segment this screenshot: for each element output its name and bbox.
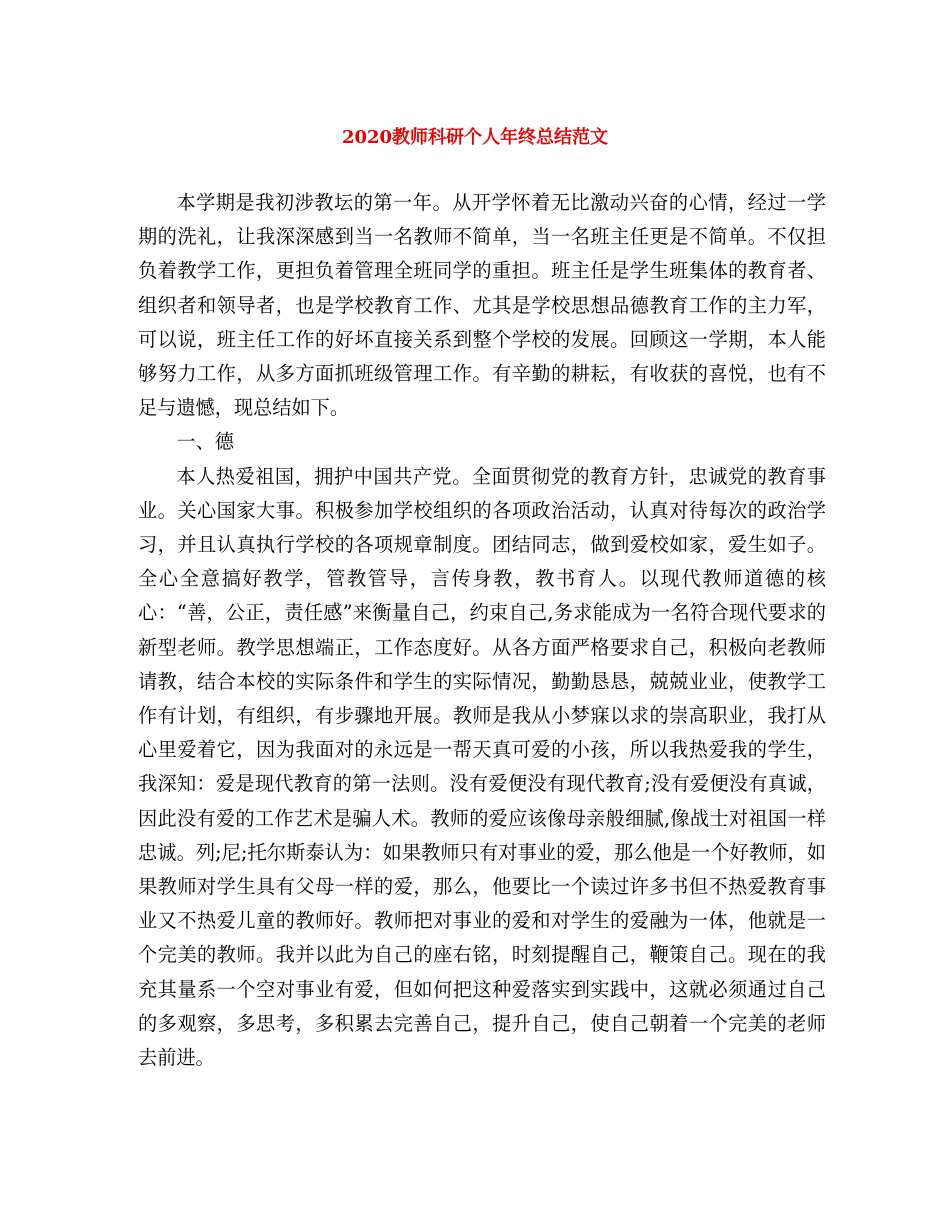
paragraph-intro: 本学期是我初涉教坛的第一年。从开学怀着无比激动兴奋的心情，经过一学期的洗礼，让我深深感到当一名教师不简单，当一名班主任更是不简单。不仅担负着教学工作，更担负着管理全班同学的重担。班主任是学生班集体的教育者、组织者和领导者，也是学校教育工作、尤其是学校思想品德教育工作的主力军，可以说，班主任工作的好坏直接关系到整个学校的发展。回顾这一学期，本人能够努力工作，从多方面抓班级管理工作。有辛勤的耕耘，有收获的喜悦，也有不足与遗憾，现总结如下。 (138, 191, 826, 420)
section-heading-virtue: 一、德 (176, 430, 234, 454)
paragraph-virtue: 本人热爱祖国，拥护中国共产党。全面贯彻党的教育方针，忠诚党的教育事业。关心国家大事。积极参加学校组织的各项政治活动，认真对待每次的政治学习，并且认真执行学校的各项规章制度。团结同志，做到爱校如家，爱生如子。全心全意搞好教学，管教管导，言传身教，教书育人。以现代教师道德的核心：“善，公正，责任感”来衡量自己，约束自己,务求能成为一名符合现代要求的新型老师。教学思想端正，工作态度好。从各方面严格要求自己，积极向老教师请教，结合本校的实际条件和学生的实际情况，勤勤恳恳，兢兢业业，使教学工作有计划，有组织，有步骤地开展。教师是我从小梦寐以求的崇高职业，我打从心里爱着它，因为我面对的永远是一帮天真可爱的小孩，所以我热爱我的学生，我深知：爱是现代教育的第一法则。没有爱便没有现代教育;没有爱便没有真诚，因此没有爱的工作艺术是骗人术。教师的爱应该像母亲般细腻,像战士对祖国一样忠诚。列;尼;托尔斯泰认为：如果教师只有对事业的爱，那么他是一个好教师，如果教师对学生具有父母一样的爱，那么，他要比一个读过许多书但不热爱教育事业又不热爱儿童的教师好。教师把对事业的爱和对学生的爱融为一体，他就是一个完美的教师。我并以此为自己的座右铭，时刻提醒自己，鞭策自己。现在的我充其量系一个空对事业有爱，但如何把这种爱落实到实践中，这就必须通过自己的多观察，多思考，多积累去完善自己，提升自己，使自己朝着一个完美的老师去前进。 (138, 464, 826, 1070)
document-title: 2020教师科研个人年终总结范文 (341, 127, 609, 148)
document-body (138, 186, 826, 1075)
